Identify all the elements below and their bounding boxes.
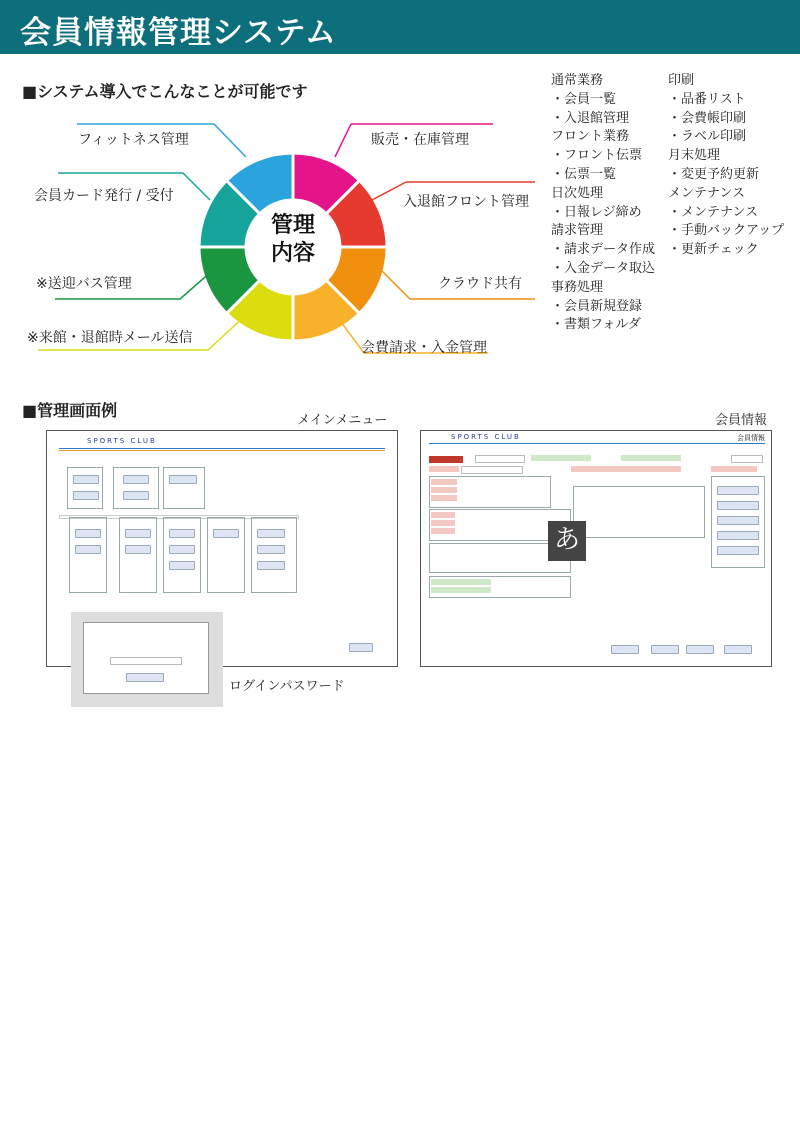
feature-item: ・日報レジ締め <box>551 204 642 220</box>
caption-member-info: 会員情報 <box>715 413 768 428</box>
caption-login-password: ログインパスワード <box>229 679 345 694</box>
feature-item: ・手動バックアップ <box>668 223 785 239</box>
feature-item: フロント業務 <box>551 129 630 145</box>
feature-item: ・会員一覧 <box>551 91 617 107</box>
main-menu-app-name: SPORTS CLUB <box>87 437 157 445</box>
feature-item: ・品番リスト <box>668 91 746 107</box>
feature-item: ・入金データ取込 <box>551 260 656 276</box>
header-banner <box>0 0 800 54</box>
feature-item: ・フロント伝票 <box>551 148 643 164</box>
feature-item: 通常業務 <box>551 73 604 88</box>
label-front: 入退館フロント管理 <box>403 194 529 210</box>
feature-item: ・伝票一覧 <box>551 166 617 182</box>
feature-item: ・会費帳印刷 <box>668 110 747 126</box>
feature-list-2 <box>668 72 784 260</box>
label-billing: 会費請求・入金管理 <box>361 340 487 356</box>
wheel-center-line-2: 内容 <box>270 241 315 266</box>
caption-main-menu: メインメニュー <box>297 413 388 428</box>
feature-item: ・入退館管理 <box>551 110 630 126</box>
ime-indicator: あ <box>548 521 586 561</box>
label-cloud: クラウド共有 <box>438 276 522 292</box>
feature-list-1 <box>551 72 655 335</box>
login-dialog-screenshot <box>71 612 223 707</box>
feature-item: 月末処理 <box>668 148 721 164</box>
member-info-heading: 会員情報 <box>737 434 765 442</box>
feature-item: ・メンテナンス <box>668 204 758 220</box>
member-info-app-name: SPORTS CLUB <box>451 433 521 441</box>
section-title-screens: ■管理画面例 <box>22 401 118 420</box>
feature-item: ・請求データ作成 <box>551 242 656 258</box>
leader-line <box>335 124 351 157</box>
feature-item: メンテナンス <box>668 185 745 201</box>
label-bus: ※送迎バス管理 <box>36 276 132 292</box>
feature-item: ・変更予約更新 <box>668 166 760 182</box>
feature-item: ・更新チェック <box>668 242 759 258</box>
wheel-center-label <box>248 212 338 268</box>
member-info-screenshot <box>420 430 772 667</box>
label-sales: 販売・在庫管理 <box>371 132 469 148</box>
feature-item: 請求管理 <box>551 223 604 239</box>
feature-item: ・会員新規登録 <box>551 298 643 314</box>
label-fitness: フィットネス管理 <box>78 132 189 148</box>
leader-line <box>372 182 406 200</box>
section-title-capabilities: ■システム導入でこんなことが可能です <box>22 82 308 101</box>
page-title: 会員情報管理システム <box>20 15 337 51</box>
feature-item: 日次処理 <box>551 185 604 201</box>
wheel-center-line-1: 管理 <box>270 213 315 238</box>
label-card: 会員カード発行 / 受付 <box>34 188 174 204</box>
label-mail: ※来館・退館時メール送信 <box>27 330 193 346</box>
feature-item: 印刷 <box>668 73 695 88</box>
feature-item: 事務処理 <box>551 279 604 295</box>
feature-item: ・書類フォルダ <box>551 317 641 333</box>
feature-item: ・ラベル印刷 <box>668 129 747 145</box>
